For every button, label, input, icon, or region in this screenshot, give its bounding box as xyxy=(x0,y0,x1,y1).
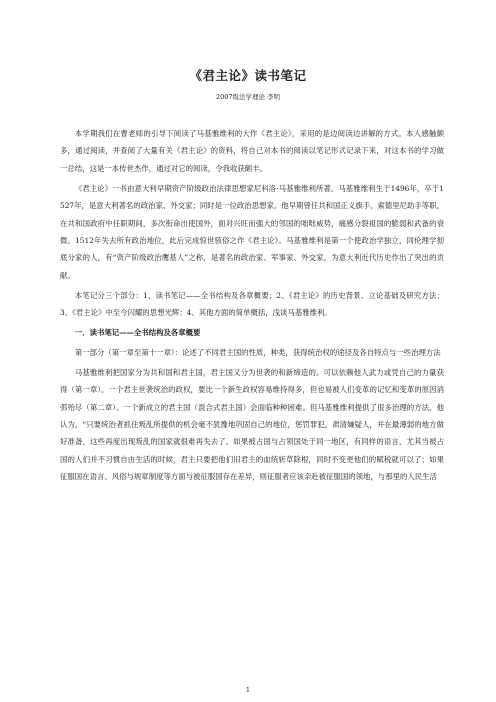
author-line: 2007级法学理论 李明 xyxy=(215,93,281,101)
paragraph-outline: 本笔记分三个部分：1、读书笔记——全书结构及各章概要；2、《君主论》的历史背景、立论基础及研究方法；3、《君主论》中至今闪耀的思想光辉；4、其他方面的简单概括，浅谈马基雅维利。 xyxy=(60,290,444,318)
paragraph-intro: 本学期我们在曹老师的引导下阅读了马基雅维利的大作《君主论》，采用的是边阅读边讲解的方式。本人感触颇多，通过阅读，并查阅了大量有关《君主论》的资料，将自己对本书的阅读以笔记形式记录下来，对这本书的学习做一总结，这是一本传世杰作，通过对它的阅读，令我收获颇丰。 xyxy=(60,129,444,173)
paragraph-part-one: 第一部分（第一章至第十一章）：论述了不同君主国的性质，种类，获得统治权的途径及各自特点与一些治理方法 xyxy=(74,347,441,357)
page-number: 1 xyxy=(245,686,251,694)
page-title: 《君主论》读书笔记 xyxy=(189,68,307,83)
document-body xyxy=(60,125,444,488)
paragraph-state-types: 马基雅维利把国家分为共和国和君主国，君主国又分为世袭的和新缔造的。可以依赖他人武力或凭自己的力量获得（第一章）。一个君主世袭统治的政权，要比一个新生政权容易维持得多，但也易被人们变革的记忆和变革的原因消弭殆尽（第二章）。一个新成立的君主国（混合式君主国）会面临种种困难。但马基雅维利提供了很多治理的方法。他认为，“只要统治者抓住叛乱所提供的机会毫不犹豫地巩固自己的地位，惩罚罪犯，肃清嫌疑人，并在最薄弱的地方做好准备，这些再度出现叛乱的国家就很难再失去了。如果被占国与占领国处于同一地区，有同样的语言，尤其当被占国的人们并不习惯自由生活的时候，君主只要把他们旧君主的血统斩草除根，同时不变更他们的赋税就可以了；如果征服国在语言、风俗与规章制度等方面与被征服国存在差异，则征服者应该亲赴被征服国的领地，与那里的人民生活 xyxy=(60,367,444,482)
section-heading-1: 一．读书笔记——全书结构及各章概要 xyxy=(74,327,201,337)
paragraph-author-bio: 《君主论》一书由意大利早期资产阶级政治法律思想家尼科洛·马基雅维利所著。马基雅维利生于1496年，卒于1527年，是意大利著名的政治家、外交家；同时是一位政治思想家。他早期曾任共和国正义旗手、索德里尼助手等职，在共和国政府中任职期间，多次衔命出使国外，面对兴旺而强大的邻国的咄咄威势，痛感分裂祖国的脆弱和武备的衰微。1512年失去所有政治地位，此后完成惊世骇俗之作《君主论》。马基雅维利是第一个使政治学独立，同伦理学彻底分家的人，有“资产阶级政治鹰基人”之称，是著名的政治家、军事家、外交家，为意大利近代历史作出了突出的贡献。 xyxy=(60,183,444,280)
